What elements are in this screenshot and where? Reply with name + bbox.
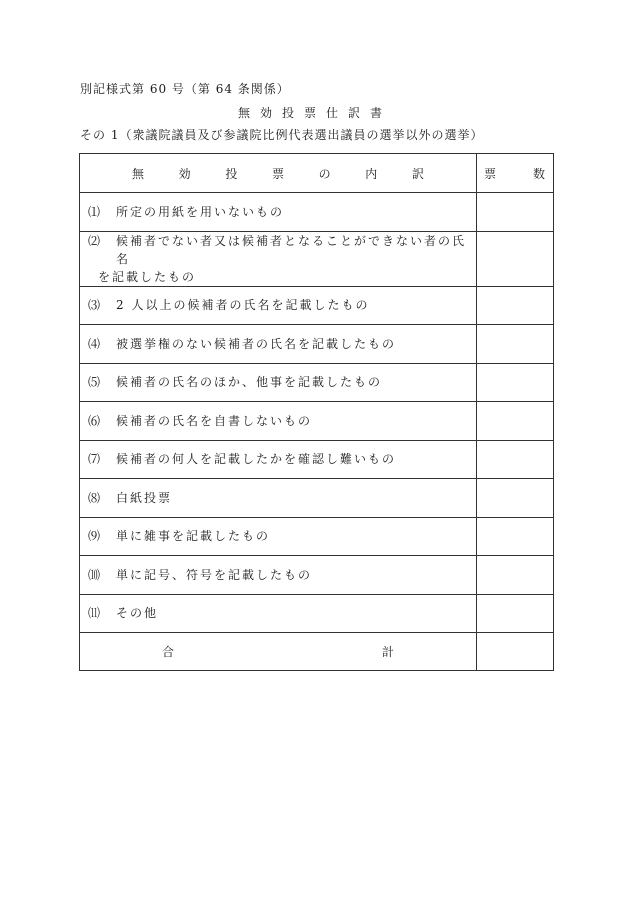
header-desc-char: 効 (178, 166, 191, 181)
row-description-cell (80, 325, 477, 364)
total-row (80, 633, 554, 671)
vote-count-cell[interactable] (477, 193, 554, 232)
total-label-cell (80, 633, 477, 671)
table-row (80, 193, 554, 232)
vote-count-cell[interactable] (477, 517, 554, 556)
row-text-continuation: を記載したもの (98, 269, 197, 284)
table-row (80, 440, 554, 479)
vote-count-cell[interactable] (477, 325, 554, 364)
vote-count-cell[interactable] (477, 556, 554, 595)
header-desc-char: の (318, 166, 331, 181)
header-description-cell (80, 154, 477, 193)
row-number: ⑼ (88, 529, 101, 544)
invalid-vote-table (79, 153, 554, 671)
header-count-cell (477, 154, 554, 193)
total-count-cell[interactable] (477, 633, 554, 671)
row-description-cell (80, 594, 477, 633)
table-row (80, 402, 554, 441)
row-number: ⑶ (88, 298, 101, 313)
row-text: 候補者の何人を記載したかを確認し難いもの (116, 452, 397, 467)
row-description-cell (80, 517, 477, 556)
table-row (80, 325, 554, 364)
vote-count-cell[interactable] (477, 363, 554, 402)
table-row (80, 286, 554, 325)
header-count-label (477, 165, 553, 182)
row-text: 所定の用紙を用いないもの (116, 204, 285, 219)
row-number: ⑴ (88, 204, 101, 219)
header-description-label (80, 165, 476, 182)
vote-count-cell[interactable] (477, 594, 554, 633)
total-label (80, 643, 476, 660)
form-subtitle: その 1（衆議院議員及び参議院比例代表選出議員の選挙以外の選挙） (80, 128, 484, 142)
table-row (80, 231, 554, 286)
header-desc-char: 投 (225, 166, 238, 181)
row-description-cell (80, 556, 477, 595)
table-row (80, 556, 554, 595)
table-row (80, 594, 554, 633)
row-number: ⑾ (88, 606, 101, 621)
row-description-cell (80, 479, 477, 518)
vote-count-cell[interactable] (477, 402, 554, 441)
row-number: ⑽ (88, 567, 101, 582)
table-header-row (80, 154, 554, 193)
row-text: 被選挙権のない候補者の氏名を記載したもの (116, 336, 397, 351)
row-text: 単に雑事を記載したもの (116, 529, 271, 544)
header-desc-char: 訳 (411, 166, 424, 181)
row-text: 白紙投票 (116, 490, 173, 505)
row-number: ⑺ (88, 452, 101, 467)
row-description-cell (80, 440, 477, 479)
table-row (80, 517, 554, 556)
row-number: ⑻ (88, 490, 101, 505)
row-number: ⑹ (88, 413, 101, 428)
header-desc-char: 内 (365, 166, 378, 181)
header-count-char: 数 (532, 166, 545, 181)
row-description-cell (80, 402, 477, 441)
table-row (80, 479, 554, 518)
row-text: 候補者の氏名を自書しないもの (116, 413, 313, 428)
row-text: 候補者でない者又は候補者となることができない者の氏名 (116, 233, 467, 266)
form-number-label: 別記様式第 60 号（第 64 条関係） (80, 82, 290, 96)
total-char: 合 (162, 645, 175, 659)
total-char: 計 (381, 645, 394, 659)
row-number: ⑷ (88, 336, 101, 351)
row-text: 単に記号、符号を記載したもの (116, 567, 313, 582)
row-number: ⑸ (88, 375, 101, 390)
row-text: 候補者の氏名のほか、他事を記載したもの (116, 375, 383, 390)
row-text: その他 (116, 606, 159, 621)
header-desc-char: 票 (271, 166, 284, 181)
row-number: ⑵ (88, 233, 101, 248)
vote-count-cell[interactable] (477, 231, 554, 286)
vote-count-cell[interactable] (477, 479, 554, 518)
row-description-cell (80, 363, 477, 402)
header-desc-char: 無 (132, 166, 145, 181)
vote-count-cell[interactable] (477, 440, 554, 479)
row-description-cell (80, 193, 477, 232)
table-row (80, 363, 554, 402)
row-description-cell (80, 286, 477, 325)
document-title: 無効投票仕訳書 (237, 106, 392, 120)
row-text: 2 人以上の候補者の氏名を記載したもの (116, 298, 370, 313)
vote-count-cell[interactable] (477, 286, 554, 325)
header-count-char: 票 (484, 166, 497, 181)
row-description-cell (80, 231, 477, 286)
